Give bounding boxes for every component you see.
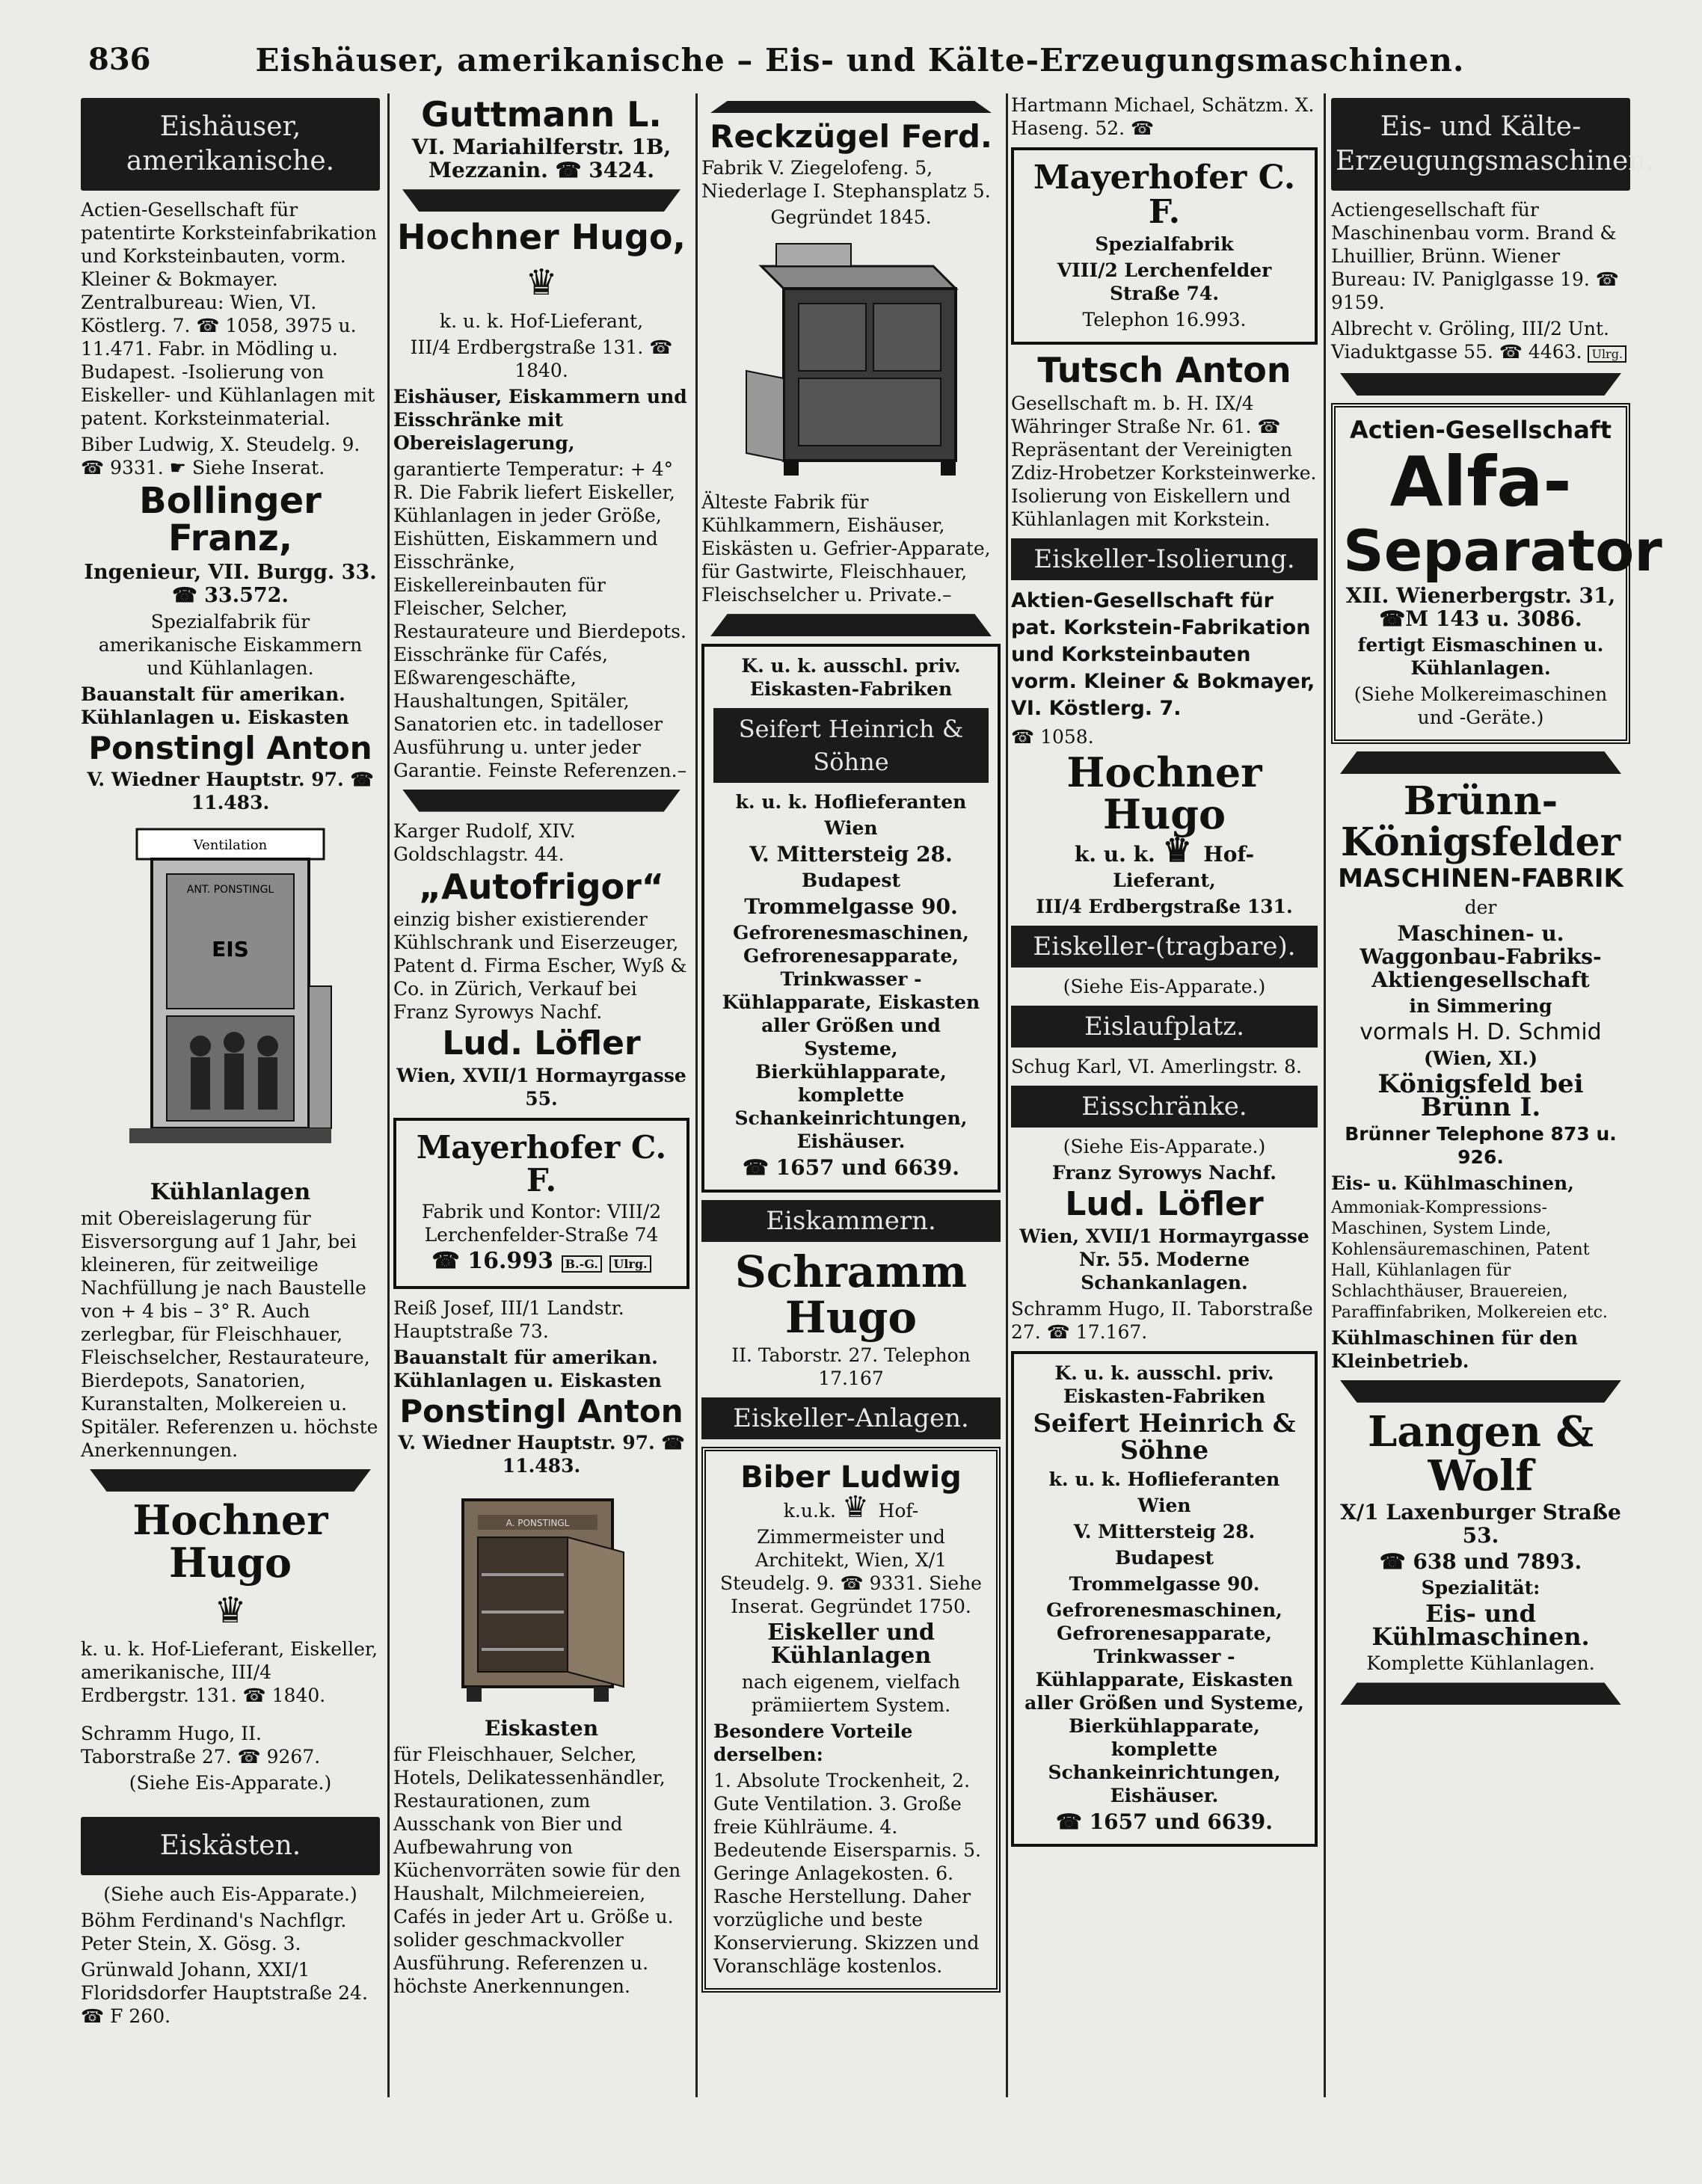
- schramm-address: II. Taborstr. 27. Telephon 17.167: [731, 1344, 971, 1389]
- divider: [1340, 1380, 1621, 1403]
- seifert-hof: k. u. k. Hoflieferanten: [1048, 1468, 1280, 1490]
- alfa-name-line1: Alfa-: [1389, 441, 1572, 522]
- section-banner-eislaufplatz: Eislaufplatz.: [1011, 1006, 1318, 1048]
- reckzuegel-name: Reckzügel Ferd.: [710, 118, 992, 155]
- divider: [90, 1469, 371, 1492]
- loefler-address: Wien, XVII/1 Hormayrgasse Nr. 55. Moderne Schankanlagen.: [1019, 1225, 1309, 1294]
- biber-sub: Eiskeller und Kühlanlagen: [767, 1619, 935, 1669]
- hochner-name: Hochner Hugo: [132, 1495, 328, 1587]
- mayerhofer-spezial: Spezialfabrik: [1095, 233, 1234, 256]
- divider: [402, 790, 681, 812]
- bk-name: Brünn-Königsfelder: [1341, 778, 1620, 865]
- seifert-budapest-address: Trommelgasse 90.: [1069, 1572, 1260, 1595]
- guttmann-address: VI. Mariahilferstr. 1B, Mezzanin. ☎ 3424.: [411, 135, 672, 183]
- seifert-wien-address: V. Mittersteig 28.: [1073, 1520, 1256, 1542]
- hochner-hof-right: Hof-: [1203, 842, 1255, 867]
- bk-text: Maschinen- u. Waggonbau-Fabriks-Aktiengesellschaft: [1360, 920, 1602, 992]
- autofrigor-name: „Autofrigor“: [418, 866, 665, 907]
- hochner-description: garantierte Temperatur: + 4° R. Die Fabrik liefert Eiskeller, Kühlanlagen in jeder Größe, Eishütten, Eiskammern und Eisschränke, Eiskellereinbauten für Fleischer, Selcher, Restaurateure und Bierdepots. Eisschränke für Cafés, Eßwarengeschäfte, Haushaltungen, Spitäler, Sanatorien etc. in tadelloser Ausführung u. unter jeder Garantie. Feinste Referenzen.–: [393, 458, 687, 781]
- hochner-bold: Eishäuser, Eiskammern und Eisschränke mit Obereislagerung,: [393, 385, 687, 454]
- bk-kleinbetrieb: Kühlmaschinen für den Kleinbetrieb.: [1331, 1326, 1578, 1372]
- seifert-description: Gefrorenesmaschinen, Gefrorenesapparate, Trinkwasser - Kühlapparate, Eiskasten aller Größen und Systeme, Bierkühlapparate, komplette Schankeinrichtungen, Eishäuser.: [722, 922, 980, 1153]
- hochner-address: III/4 Erdbergstraße 131.: [1036, 896, 1293, 918]
- entry-karger: Karger Rudolf, XIV. Goldschlagstr. 44.: [393, 819, 576, 865]
- bollinger-description: Spezialfabrik für amerikanische Eiskammern und Kühlanlagen.: [98, 610, 363, 679]
- hochner-name: Hochner Hugo,: [396, 217, 686, 258]
- entry-hartmann: Hartmann Michael, Schätzm. X. Haseng. 52. ☎: [1011, 94, 1315, 139]
- hochner-name: Hochner Hugo: [1066, 748, 1262, 839]
- mayerhofer-address: VIII/2 Lerchenfelder Straße 74.: [1057, 259, 1272, 305]
- mayerhofer-ad: [393, 1118, 689, 1289]
- reckzuegel-address: Fabrik V. Ziegelofeng. 5, Niederlage I. Stephansplatz 5.: [701, 157, 991, 203]
- tragbare-note: (Siehe Eis-Apparate.): [1063, 976, 1266, 998]
- hochner-hof: k. u. k. Hof-Lieferant,: [439, 310, 644, 332]
- bk-telephone: Brünner Telephone 873 u. 926.: [1345, 1122, 1617, 1168]
- seifert-budapest: Budapest: [1115, 1546, 1214, 1569]
- seifert-name: Seifert Heinrich & Söhne: [713, 708, 989, 783]
- section-banner-tragbare: Eiskeller-(tragbare).: [1011, 926, 1318, 968]
- mayerhofer-name: Mayerhofer C. F.: [416, 1129, 667, 1199]
- seifert-name: Seifert Heinrich & Söhne: [1033, 1409, 1296, 1465]
- ant-ponstingl-label: ANT. PONSTINGL: [186, 883, 274, 896]
- running-title: Eishäuser, amerikanische – Eis- und Kälte-Erzeugungsmaschinen.: [255, 42, 1465, 79]
- bollinger-name: Bollinger Franz,: [139, 480, 322, 560]
- biber-hof-right: Hof-: [878, 1499, 919, 1522]
- seifert-description: Gefrorenesmaschinen, Gefrorenesapparate, Trinkwasser - Kühlapparate, Eiskasten aller Größen und Systeme, Bierkühlapparate, komplette Schankeinrichtungen, Eishäuser.: [1024, 1599, 1304, 1806]
- section-banner-kaeltemaschinen: Eis- und Kälte-Erzeugungsmaschinen.: [1331, 98, 1630, 191]
- hochner-lieferant: Lieferant,: [1113, 870, 1216, 892]
- seifert-budapest-address: Trommelgasse 90.: [744, 894, 958, 920]
- mayerhofer-phone: ☎ 16.993: [431, 1248, 554, 1275]
- entry-schug: Schug Karl, VI. Amerlingstr. 8.: [1011, 1056, 1302, 1078]
- column-rule: [1006, 93, 1008, 2097]
- imperial-eagle-icon: ♛: [214, 1590, 247, 1632]
- aktien-phone: ☎ 1058.: [1011, 725, 1094, 748]
- column-2: [393, 93, 689, 2112]
- entry-schramm: Schramm Hugo, II. Taborstraße 27. ☎ 17.167.: [1011, 1298, 1313, 1344]
- divider: [1340, 1682, 1621, 1705]
- column-rule: [695, 93, 698, 2097]
- langen-eis: Eis- und Kühlmaschinen.: [1371, 1599, 1590, 1652]
- reckzuegel-founded: Gegründet 1845.: [770, 206, 932, 229]
- ventilation-label: Ventilation: [193, 837, 268, 853]
- section-banner-eishaeuser: Eishäuser, amerikanische.: [81, 98, 380, 191]
- section-banner-eisschraenke: Eisschränke.: [1011, 1086, 1318, 1128]
- seifert-budapest: Budapest: [802, 870, 900, 892]
- seifert-wien-address: V. Mittersteig 28.: [749, 842, 953, 867]
- entry-gruenwald: Grünwald Johann, XXI/1 Floridsdorfer Hauptstraße 24. ☎ F 260.: [81, 1959, 368, 2028]
- ponstingl-address: V. Wiedner Hauptstr. 97. ☎ 11.483.: [398, 1432, 685, 1477]
- bk-in: in Simmering: [1409, 994, 1552, 1017]
- column-5: [1331, 93, 1662, 2112]
- badge-ulrg: Ulrg.: [609, 1255, 651, 1273]
- schramm-name: Schramm Hugo: [734, 1246, 968, 1343]
- alfa-note: (Siehe Molkereimaschinen und -Geräte.): [1354, 683, 1608, 728]
- section-banner-eiskeller-anlagen: Eiskeller-Anlagen.: [701, 1397, 1001, 1439]
- alfa-separator-ad: [1331, 403, 1662, 744]
- biber-sub2: nach eigenem, vielfach prämiiertem System.: [741, 1670, 961, 1716]
- ice-cabinet-illustration: [731, 236, 971, 483]
- divider: [402, 189, 681, 212]
- seifert-hof: k. u. k. Hoflieferanten: [735, 791, 967, 813]
- eis-label: EIS: [212, 936, 249, 962]
- eiskasten-title: Eiskasten: [484, 1716, 599, 1741]
- badge-ulrg: Ulrg.: [1588, 345, 1626, 363]
- hochner-hof-left: k. u. k.: [1074, 842, 1155, 867]
- eisschraenke-note: (Siehe Eis-Apparate.): [1063, 1136, 1266, 1158]
- divider: [1340, 373, 1621, 396]
- page-header: [82, 39, 1638, 84]
- entry-boehm: Böhm Ferdinand's Nachflgr. Peter Stein, X. Gösg. 3.: [81, 1910, 347, 1955]
- divider: [710, 614, 992, 636]
- alfa-top: Actien-Gesellschaft: [1349, 416, 1612, 444]
- mayerhofer-phone: Telephon 16.993.: [1082, 309, 1247, 331]
- section-banner-isolierung: Eiskeller-Isolierung.: [1011, 538, 1318, 580]
- langen-spezialitaet: Spezialität:: [1421, 1577, 1540, 1599]
- bk-desc-head: Eis- u. Kühlmaschinen,: [1331, 1172, 1574, 1194]
- column-3: [701, 93, 1001, 2112]
- entry-reiss: Reiß Josef, III/1 Landstr. Hauptstraße 73.: [393, 1297, 624, 1343]
- seifert-top: K. u. k. ausschl. priv. Eiskasten-Fabriken: [1054, 1362, 1274, 1408]
- eiskasten-text: für Fleischhauer, Selcher, Hotels, Delikatessenhändler, Restaurationen, zum Ausschank von Bier und Aufbewahrung von Küchenvorräten sowie für den Haushalt, Milchmeiereien, Cafés in jeder Art u. Größe u. solider geschmackvoller Ausführung. Referenzen u. höchste Anerkennungen.: [393, 1744, 681, 1998]
- reckzuegel-description: Älteste Fabrik für Kühlkammern, Eishäuser, Eiskästen u. Gefrier-Apparate, für Gastwirte, Fleischhauer, Fleischselcher u. Private.–: [701, 491, 991, 606]
- biber-text: Zimmermeister und Architekt, Wien, X/1 Steudelg. 9. ☎ 9331. Siehe Inserat. Gegründet 1750.: [720, 1525, 982, 1617]
- bk-der: der: [1464, 896, 1497, 918]
- imperial-eagle-icon: ♛: [525, 261, 558, 304]
- bk-wien: (Wien, XI.): [1423, 1047, 1538, 1069]
- bk-subtitle: MASCHINEN-FABRIK: [1338, 864, 1623, 894]
- guttmann-name: Guttmann L.: [421, 94, 662, 135]
- column-1: [81, 93, 380, 2112]
- ice-house-illustration: [122, 822, 339, 1173]
- entry-schramm: Schramm Hugo, II. Taborstraße 27. ☎ 9267.: [81, 1723, 321, 1768]
- section-banner-eiskammern: Eiskammern.: [701, 1200, 1001, 1242]
- column-rule: [387, 93, 390, 2097]
- bauanstalt-label: Bauanstalt für amerikan. Kühlanlagen u. Eiskasten: [81, 683, 349, 728]
- entry-biber: Biber Ludwig, X. Steudelg. 9. ☎ 9331. ☛ Siehe Inserat.: [81, 434, 360, 479]
- seifert-ad: [701, 644, 1001, 1193]
- ice-chest-illustration: [448, 1485, 635, 1709]
- entry-albrecht: Albrecht v. Gröling, III/2 Unt. Viaduktgasse 55. ☎ 4463.: [1331, 318, 1609, 363]
- imperial-eagle-icon: ♛: [1162, 831, 1204, 870]
- hochner-address: III/4 Erdbergstraße 131. ☎ 1840.: [410, 336, 673, 381]
- bauanstalt-label: Bauanstalt für amerikan. Kühlanlagen u. Eiskasten: [393, 1347, 662, 1392]
- ponstingl-name: Ponstingl Anton: [88, 729, 372, 766]
- biber-hof-left: k.u.k.: [783, 1499, 837, 1522]
- langen-komplett: Komplette Kühlanlagen.: [1366, 1652, 1595, 1675]
- bollinger-address: Ingenieur, VII. Burgg. 33. ☎ 33.572.: [84, 560, 377, 607]
- loefler-name: Lud. Löfler: [442, 1024, 641, 1062]
- badge-bg: B.-G.: [562, 1255, 602, 1273]
- autofrigor-description: einzig bisher existierender Kühlschrank und Eiserzeuger, Patent d. Firma Escher, Wyß & Co. in Zürich, Verkauf bei Franz Syrowys Nachf.: [393, 908, 687, 1023]
- langen-phone: ☎ 638 und 7893.: [1379, 1549, 1582, 1575]
- ponstingl-name: Ponstingl Anton: [399, 1393, 683, 1430]
- biber-name: Biber Ludwig: [740, 1459, 962, 1495]
- aktien-text: Aktien-Gesellschaft für pat. Korkstein-Fabrikation und Korksteinbauten vorm. Kleiner & Bokmayer, VI. Köstlerg. 7.: [1011, 588, 1315, 720]
- column-rule: [1324, 93, 1326, 2097]
- loefler-name: Lud. Löfler: [1065, 1185, 1264, 1224]
- seifert-wien: Wien: [824, 817, 878, 840]
- ponstingl-address: V. Wiedner Hauptstr. 97. ☎ 11.483.: [87, 768, 374, 813]
- schramm-note: (Siehe Eis-Apparate.): [129, 1772, 332, 1794]
- alfa-address: XII. Wienerbergstr. 31, ☎M 143 u. 3086.: [1345, 582, 1616, 631]
- entry-actiengesellschaft: Actiengesellschaft für Maschinenbau vorm. Brand & Lhuillier, Brünn. Wiener Bureau: IV. Paniglgasse 19. ☎ 9159.: [1331, 199, 1619, 313]
- biber-vorteile-head: Besondere Vorteile derselben:: [713, 1720, 913, 1765]
- entry-aktien-gesellschaft: Actien-Gesellschaft für patentirte Korksteinfabrikation und Korksteinbauten, vorm. Kleiner & Bokmayer. Zentralbureau: Wien, VI. Köstlerg. 7. ☎ 1058, 3975 u. 11.471. Fabr. in Mödling u. Budapest. -Isolierung von Eiskeller- und Kühlanlagen mit patent. Korksteinmaterial.: [81, 199, 377, 429]
- section-banner-eiskaesten: Eiskästen.: [81, 1817, 380, 1875]
- tutsch-text: Gesellschaft m. b. H. IX/4 Währinger Straße Nr. 61. ☎ Repräsentant der Vereinigten Zdiz-Hrobetzer Korksteinwerke. Isolierung von Eiskellern und Kühlanlagen mit Korkstein.: [1011, 392, 1317, 530]
- alfa-name-line2: Separator: [1343, 517, 1662, 585]
- seifert-phone: ☎ 1657 und 6639.: [1055, 1809, 1274, 1834]
- seifert-phone: ☎ 1657 und 6639.: [742, 1155, 960, 1181]
- alfa-description: fertigt Eismaschinen u. Kühlanlagen.: [1357, 633, 1604, 679]
- biber-ad: [701, 1447, 1001, 1993]
- divider: [710, 101, 992, 113]
- bk-koenigsfeld: Königsfeld bei Brünn I.: [1377, 1068, 1584, 1122]
- seifert-wien: Wien: [1137, 1494, 1191, 1516]
- mayerhofer-name: Mayerhofer C. F.: [1033, 159, 1296, 232]
- kuehlanlagen-title: Kühlanlagen: [150, 1178, 311, 1205]
- mayerhofer-text: Fabrik und Kontor: VIII/2 Lerchenfelder-Straße 74: [421, 1201, 662, 1246]
- mayerhofer-ad: [1011, 147, 1318, 345]
- kuehlanlagen-text: mit Obereislagerung für Eisversorgung auf 1 Jahr, bei kleineren, für zeitweilige Nachfüllung je nach Baustelle von + 4 bis – 3° R. Auch zerlegbar, für Fleischhauer, Fleischselcher, Restaurateure, Bierdepots, Sanatorien, Kuranstalten, Molkereien u. Spitäler. Referenzen u. höchste Anerkennungen.: [81, 1207, 378, 1461]
- page-number: 836: [88, 42, 151, 77]
- column-4: [1011, 93, 1318, 2112]
- divider: [1340, 751, 1621, 774]
- bk-vormals: vormals H. D. Schmid: [1360, 1018, 1602, 1045]
- loefler-address: Wien, XVII/1 Hormayrgasse 55.: [396, 1065, 686, 1110]
- seifert-ad: [1011, 1351, 1318, 1846]
- biber-vorteile: 1. Absolute Trockenheit, 2. Gute Ventilation. 3. Große freie Kühlräume. 4. Bedeutende Eisersparnis. 5. Geringe Anlagekosten. 6. Rasche Herstellung. Daher vorzügliche und beste Konservierung. Skizzen und Voranschläge kostenlos.: [713, 1769, 981, 1977]
- bk-description: Ammoniak-Kompressions-Maschinen, System Linde, Kohlensäuremaschinen, Patent Hall, Kühlanlagen für Schlachthäuser, Brauereien, Paraffinfabriken, Molkereien etc.: [1331, 1198, 1608, 1322]
- hochner-text: k. u. k. Hof-Lieferant, Eiskeller, amerikanische, III/4 Erdbergstr. 131. ☎ 1840.: [81, 1638, 378, 1707]
- syrowy-label: Franz Syrowys Nachf.: [1051, 1162, 1277, 1184]
- double-eagle-icon: ♛: [841, 1489, 879, 1525]
- langen-name: Langen & Wolf: [1368, 1406, 1594, 1501]
- chest-plate-label: A. PONSTINGL: [506, 1518, 570, 1529]
- tutsch-name: Tutsch Anton: [1037, 350, 1291, 391]
- eiskaesten-note: (Siehe auch Eis-Apparate.): [103, 1883, 357, 1906]
- langen-address: X/1 Laxenburger Straße 53.: [1340, 1500, 1621, 1548]
- seifert-top: K. u. k. ausschl. priv. Eiskasten-Fabriken: [741, 655, 961, 701]
